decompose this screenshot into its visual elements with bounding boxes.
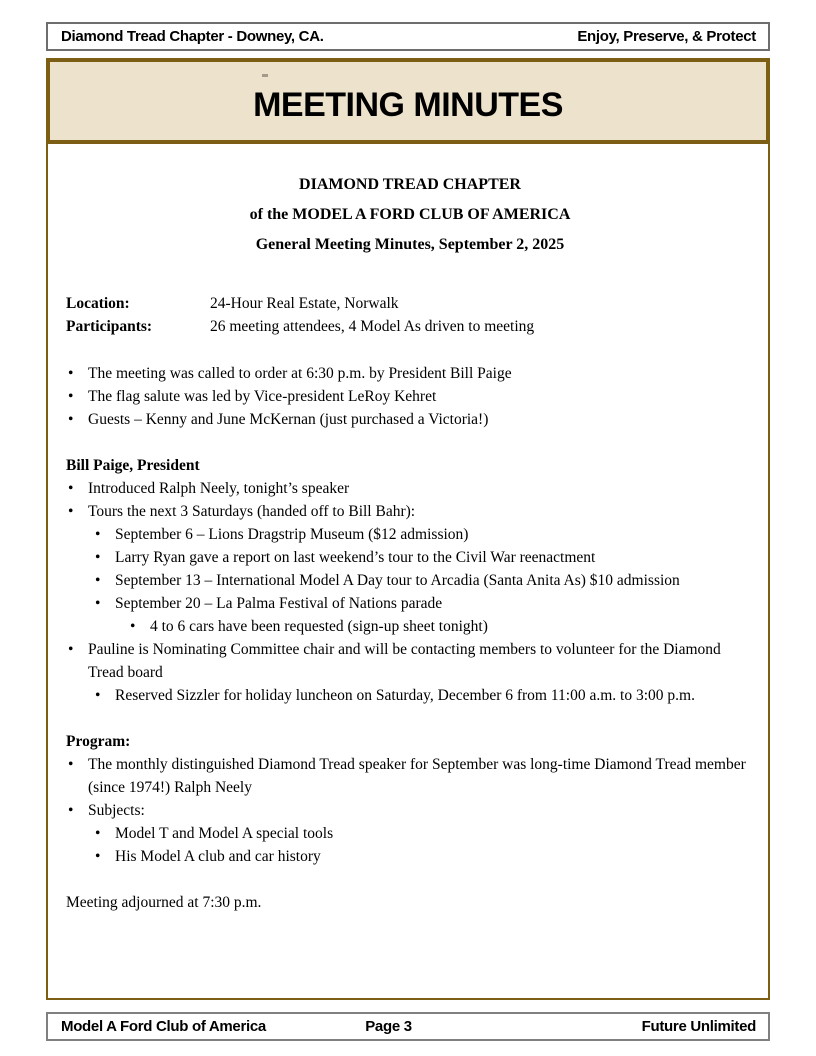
bullet-icon (95, 684, 115, 707)
list-item: • Pauline is Nominating Committee chair and will be contacting members to volunteer for the Diamond Tread board (68, 638, 754, 684)
list-item: • September 13 – International Model A Day tour to Arcadia (Santa Anita As) $10 admission (95, 569, 754, 592)
program-bullet-list (66, 753, 754, 868)
doc-heading-club: of the MODEL A FORD CLUB OF AMERICA (249, 206, 571, 223)
page-header-bar (46, 22, 770, 51)
list-item: • September 6 – Lions Dragstrip Museum ($12 admission) (95, 523, 754, 546)
list-item: • Guests – Kenny and June McKernan (just purchased a Victoria!) (68, 408, 754, 431)
list-item: • September 20 – La Palma Festival of Nations parade (95, 592, 754, 615)
bullet-icon (68, 477, 88, 500)
program-section-heading: Program: (66, 733, 131, 750)
participants-label: Participants: (66, 318, 153, 335)
footer-club-name: Model A Ford Club of America (61, 1018, 266, 1035)
location-label: Location: (66, 295, 130, 312)
list-item: • Tours the next 3 Saturdays (handed off to Bill Bahr): (68, 500, 754, 523)
page-footer-bar (46, 1012, 770, 1041)
bullet-icon (95, 845, 115, 868)
list-item: • Subjects: (68, 799, 754, 822)
bullet-icon (68, 638, 88, 684)
minutes-document-body (46, 144, 770, 1000)
bullet-icon (95, 592, 115, 615)
list-item: • Reserved Sizzler for holiday luncheon on Saturday, December 6 from 11:00 a.m. to 3:00 p.m. (95, 684, 754, 707)
bullet-icon (130, 615, 150, 638)
meeting-info-block (66, 292, 754, 338)
president-section-heading: Bill Paige, President (66, 457, 200, 474)
footer-page-number: Page 3 (365, 1018, 412, 1035)
list-item: • The meeting was called to order at 6:30 p.m. by President Bill Paige (68, 362, 754, 385)
bullet-icon (95, 523, 115, 546)
banner-title: MEETING MINUTES (253, 85, 563, 124)
list-item: • The flag salute was led by Vice-president LeRoy Kehret (68, 385, 754, 408)
bullet-icon (95, 569, 115, 592)
list-item: • His Model A club and car history (95, 845, 754, 868)
footer-motto: Future Unlimited (641, 1018, 756, 1035)
participants-value: 26 meeting attendees, 4 Model As driven to meeting (210, 318, 535, 335)
banner-artifact-mark (262, 74, 268, 77)
bullet-icon (68, 500, 88, 523)
list-item: • Introduced Ralph Neely, tonight’s speaker (68, 477, 754, 500)
meeting-minutes-banner (46, 58, 770, 144)
location-row (66, 292, 754, 315)
doc-heading-chapter: DIAMOND TREAD CHAPTER (299, 176, 521, 193)
location-value: 24-Hour Real Estate, Norwalk (210, 295, 399, 312)
header-chapter-title: Diamond Tread Chapter - Downey, CA. (61, 28, 324, 45)
bullet-icon (68, 408, 88, 431)
closing-line: Meeting adjourned at 7:30 p.m. (66, 894, 262, 911)
doc-heading-date: General Meeting Minutes, September 2, 2025 (255, 236, 565, 253)
bullet-icon (95, 546, 115, 569)
bullet-icon (68, 362, 88, 385)
bullet-icon (68, 799, 88, 822)
list-item: • 4 to 6 cars have been requested (sign-up sheet tonight) (130, 615, 754, 638)
president-bullet-list (66, 477, 754, 707)
list-item: • Model T and Model A special tools (95, 822, 754, 845)
list-item: • The monthly distinguished Diamond Tread speaker for September was long-time Diamond Tread member (since 1974!) Ralph Neely (68, 753, 754, 799)
list-item: • Larry Ryan gave a report on last weekend’s tour to the Civil War reenactment (95, 546, 754, 569)
participants-row (66, 315, 754, 338)
bullet-icon (95, 822, 115, 845)
opening-bullet-list (66, 362, 754, 431)
bullet-icon (68, 385, 88, 408)
header-motto: Enjoy, Preserve, & Protect (577, 28, 756, 45)
bullet-icon (68, 753, 88, 799)
